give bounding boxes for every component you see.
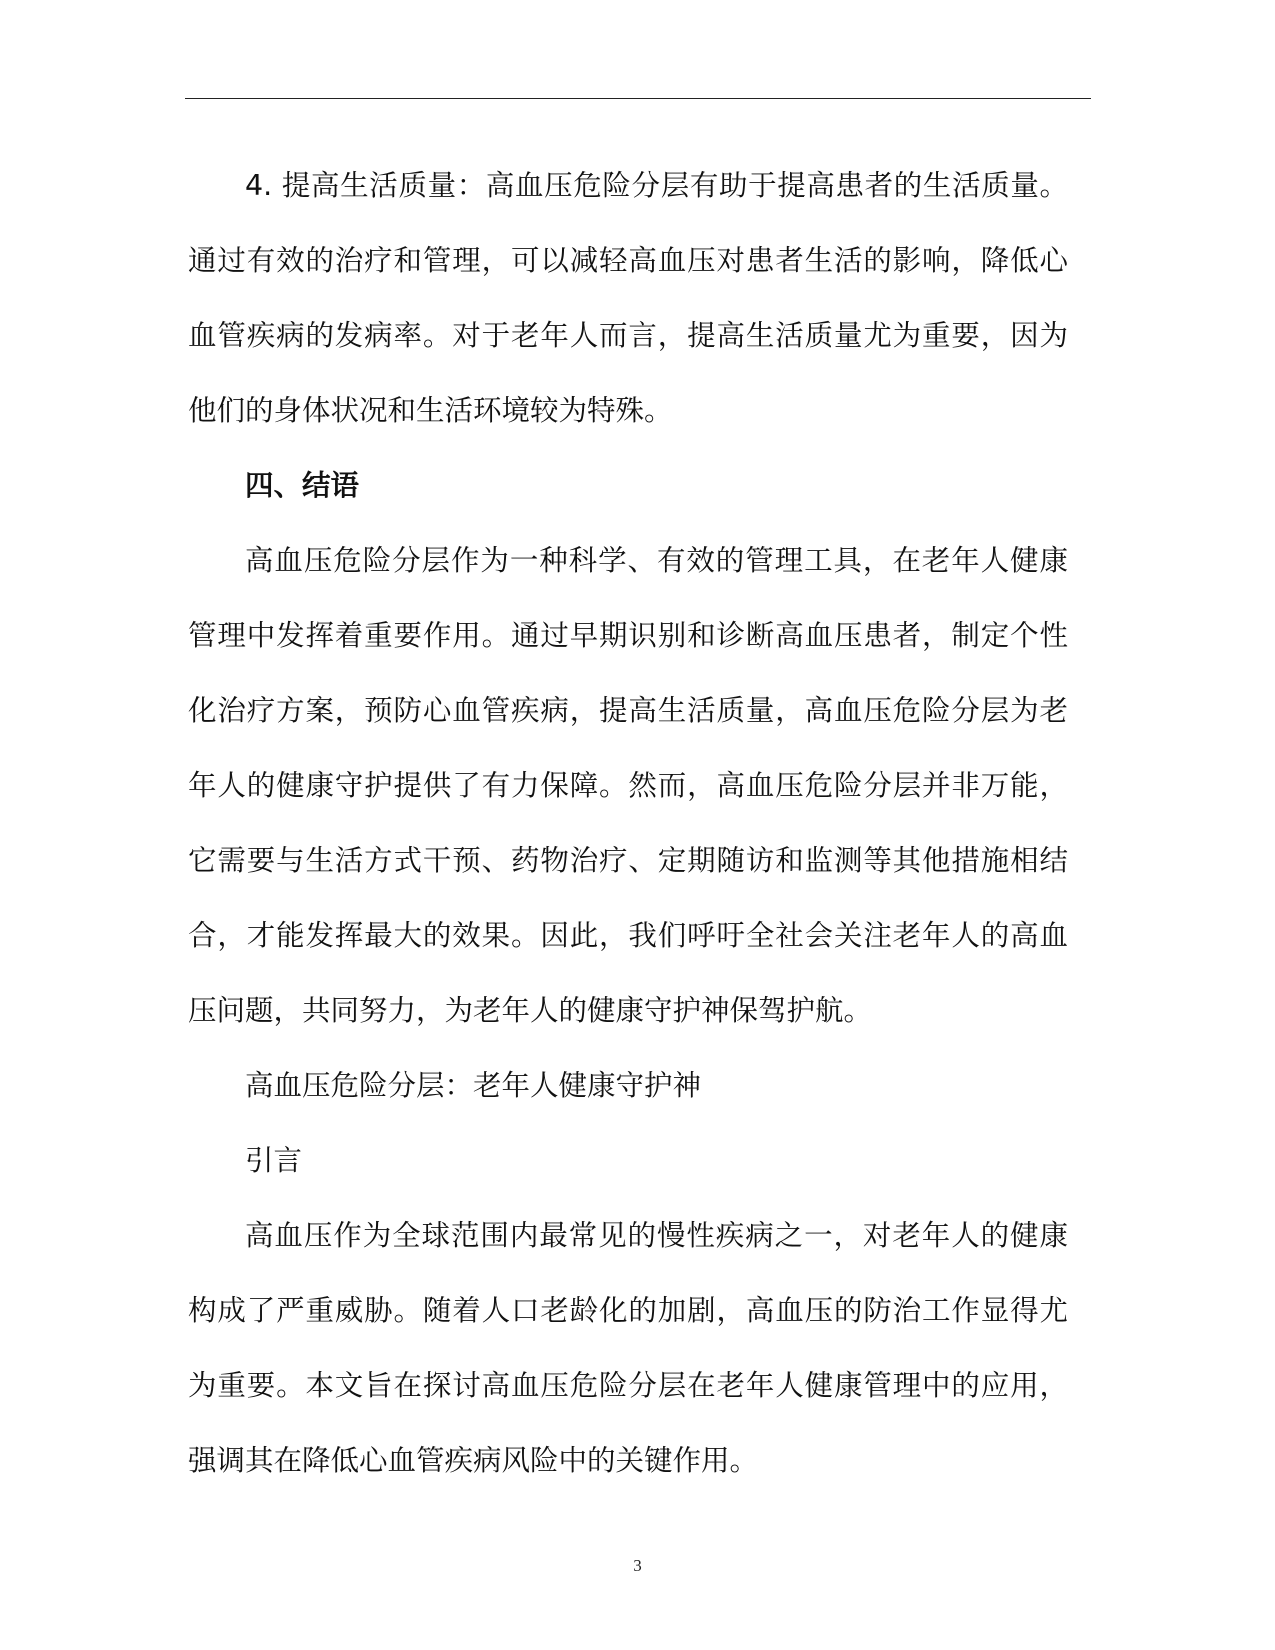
paragraph-conclusion: 高血压危险分层作为一种科学、有效的管理工具，在老年人健康管理中发挥着重要作用。通过早期识别和诊断高血压患者，制定个性化治疗方案，预防心血管疾病，提高生活质量，高血压危险分层为老年人的健康守护提供了有力保障。然而，高血压危险分层并非万能，它需要与生活方式干预、药物治疗、定期随访和监测等其他措施相结合，才能发挥最大的效果。因此，我们呼吁全社会关注老年人的高血压问题，共同努力，为老年人的健康守护神保驾护航。 xyxy=(188,544,1068,1027)
paragraph-introduction: 高血压作为全球范围内最常见的慢性疾病之一，对老年人的健康构成了严重威胁。随着人口老龄化的加剧，高血压的防治工作显得尤为重要。本文旨在探讨高血压危险分层在老年人健康管理中的应用，强调其在降低心血管疾病风险中的关键作用。 xyxy=(188,1219,1068,1477)
header-rule xyxy=(185,98,1091,99)
intro-label: 引言 xyxy=(245,1144,303,1177)
section-heading-conclusion: 四、结语 xyxy=(245,469,360,502)
paragraph-quality-of-life: 4. 提高生活质量：高血压危险分层有助于提高患者的生活质量。通过有效的治疗和管理，可以减轻高血压对患者生活的影响，降低心血管疾病的发病率。对于老年人而言，提高生活质量尤为重要，因为他们的身体状况和生活环境较为特殊。 xyxy=(188,169,1068,427)
document-body xyxy=(188,148,1068,1498)
page-number: 3 xyxy=(633,1556,642,1575)
article-title-line: 高血压危险分层：老年人健康守护神 xyxy=(245,1069,702,1102)
